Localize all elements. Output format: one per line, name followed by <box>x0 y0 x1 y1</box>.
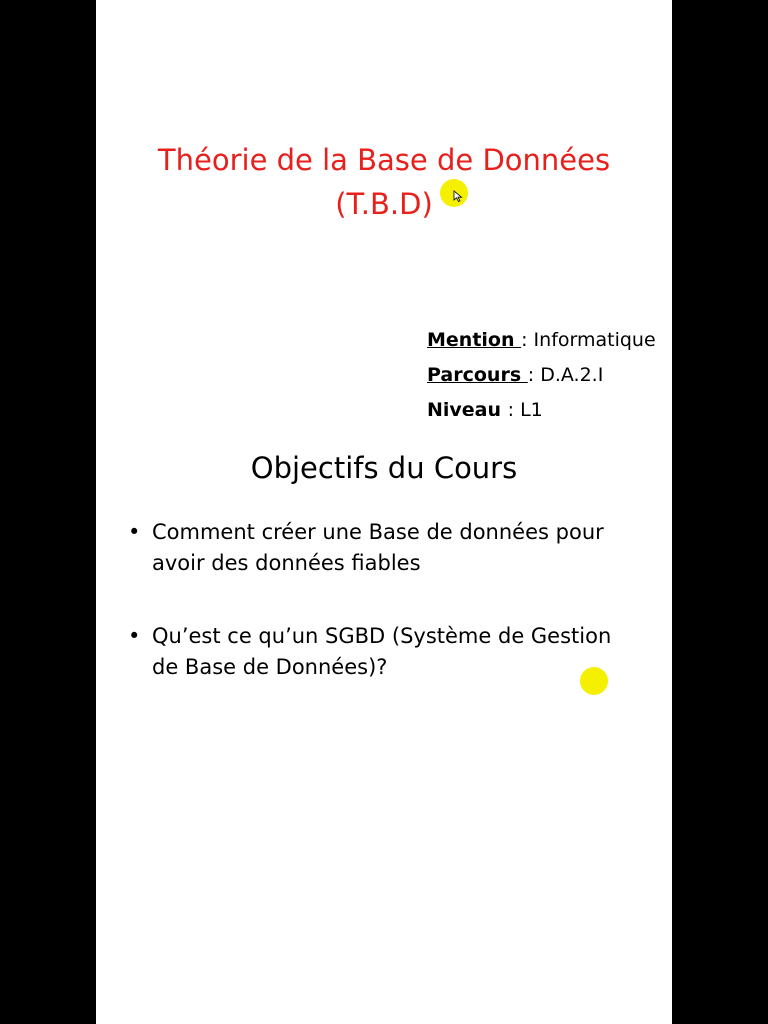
meta-mention-value: : Informatique <box>521 329 656 351</box>
cursor-arrow-icon <box>453 190 463 202</box>
meta-niveau <box>427 398 543 416</box>
meta-niveau-label: Niveau <box>427 399 508 416</box>
meta-mention-label: Mention <box>427 329 522 351</box>
meta-niveau-value: : L1 <box>507 399 543 416</box>
meta-mention <box>427 328 656 352</box>
slide-title-line-1: Théorie de la Base de Données <box>157 143 611 177</box>
slide-title-line-2: (T.B.D) <box>335 187 433 221</box>
objectives-title: Objectifs du Cours <box>250 451 518 485</box>
pointer-highlight <box>580 667 608 695</box>
bullet-text: Comment créer une Base de données pour avoir des données fiables <box>152 520 604 575</box>
bullet-text: Qu’est ce qu’un SGBD (Système de Gestion de Base de Données)? <box>152 624 612 679</box>
bullet-marker: • <box>128 520 141 544</box>
bullet-marker: • <box>128 624 141 648</box>
slide-objectives <box>96 416 672 1024</box>
document-page[interactable] <box>96 0 672 1024</box>
meta-parcours-label: Parcours <box>427 364 528 386</box>
slide-title <box>96 0 672 416</box>
meta-parcours <box>427 363 603 387</box>
meta-parcours-value: : D.A.2.I <box>527 364 604 386</box>
